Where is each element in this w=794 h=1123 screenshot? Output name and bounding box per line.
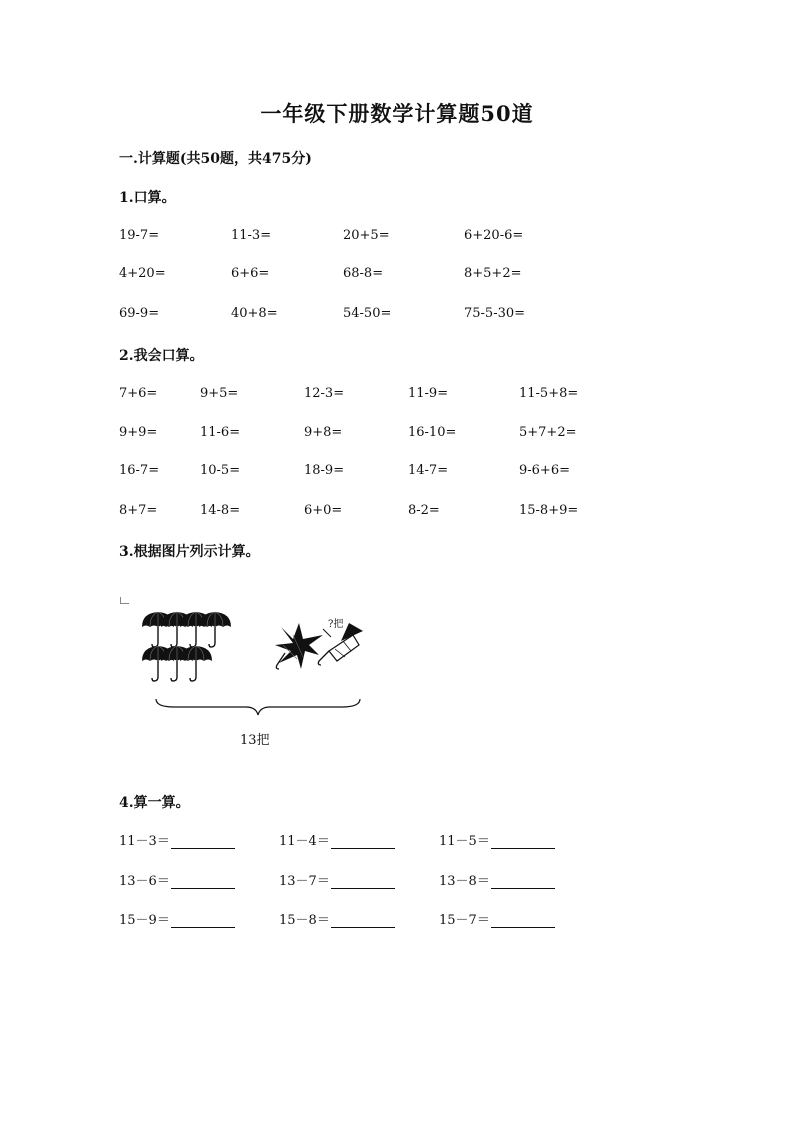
q2-problem: 9+9=	[119, 425, 158, 440]
q2-problem: 14-7=	[408, 463, 449, 478]
q2-problem: 7+6=	[119, 386, 158, 401]
q3-heading: 3.根据图片列示计算。	[119, 544, 260, 560]
umbrella-row-top	[142, 612, 231, 647]
q2-heading: 2.我会口算。	[119, 348, 204, 364]
q2-problem: 9-6+6=	[519, 463, 570, 478]
q1-problem: 40+8=	[231, 306, 278, 321]
total-label: 13把	[240, 733, 270, 748]
q2-problem: 11-9=	[408, 386, 449, 401]
q2-problem: 9+5=	[200, 386, 239, 401]
q1-problem: 75-5-30=	[464, 306, 526, 321]
q4-problem	[439, 830, 555, 849]
q1-heading: 1.口算。	[119, 190, 176, 206]
umbrella-row-bottom	[142, 646, 212, 681]
answer-blank[interactable]	[331, 836, 395, 849]
q4-expression: 15－9＝	[119, 913, 170, 928]
q1-problem: 6+20-6=	[464, 228, 524, 243]
q2-problem: 16-7=	[119, 463, 160, 478]
q4-heading: 4.算一算。	[119, 795, 190, 811]
q2-problem: 14-8=	[200, 503, 241, 518]
q4-expression: 13－8＝	[439, 874, 490, 889]
q4-problem	[279, 830, 395, 849]
q4-problem	[119, 830, 235, 849]
q1-problem: 19-7=	[119, 228, 160, 243]
question-label: ?把	[328, 619, 344, 630]
section-heading: 一.计算题(共50题，共475分)	[119, 151, 312, 167]
q2-problem: 10-5=	[200, 463, 241, 478]
answer-blank[interactable]	[171, 876, 235, 889]
q2-problem: 6+0=	[304, 503, 343, 518]
page-title: 一年级下册数学计算题50道	[260, 101, 534, 126]
q4-problem	[439, 870, 555, 889]
q1-problem: 20+5=	[343, 228, 390, 243]
hidden-umbrellas	[275, 623, 363, 669]
q2-problem: 11-6=	[200, 425, 241, 440]
q1-problem: 69-9=	[119, 306, 160, 321]
q1-problem: 11-3=	[231, 228, 272, 243]
q4-problem	[439, 909, 555, 928]
q1-problem: 54-50=	[343, 306, 392, 321]
q2-problem: 9+8=	[304, 425, 343, 440]
curly-brace	[156, 699, 360, 715]
answer-blank[interactable]	[331, 915, 395, 928]
q4-expression: 13－6＝	[119, 874, 170, 889]
q2-problem: 16-10=	[408, 425, 457, 440]
q4-problem	[119, 870, 235, 889]
answer-blank[interactable]	[491, 876, 555, 889]
q4-problem	[279, 909, 395, 928]
q4-problem	[279, 870, 395, 889]
q4-expression: 15－8＝	[279, 913, 330, 928]
answer-blank[interactable]	[171, 915, 235, 928]
answer-blank[interactable]	[171, 836, 235, 849]
q2-problem: 11-5+8=	[519, 386, 579, 401]
q2-problem: 12-3=	[304, 386, 345, 401]
q4-expression: 11－4＝	[279, 834, 330, 849]
q1-problem: 4+20=	[119, 266, 166, 281]
answer-blank[interactable]	[491, 836, 555, 849]
q4-problem	[119, 909, 235, 928]
q4-expression: 15－7＝	[439, 913, 490, 928]
q2-problem: 8+7=	[119, 503, 158, 518]
q4-expression: 13－7＝	[279, 874, 330, 889]
q2-problem: 5+7+2=	[519, 425, 577, 440]
q1-problem: 8+5+2=	[464, 266, 522, 281]
q2-problem: 18-9=	[304, 463, 345, 478]
q2-problem: 15-8+9=	[519, 503, 579, 518]
q4-expression: 11－3＝	[119, 834, 170, 849]
answer-blank[interactable]	[491, 915, 555, 928]
q1-problem: 68-8=	[343, 266, 384, 281]
q1-problem: 6+6=	[231, 266, 270, 281]
q4-expression: 11－5＝	[439, 834, 490, 849]
answer-blank[interactable]	[331, 876, 395, 889]
q2-problem: 8-2=	[408, 503, 440, 518]
